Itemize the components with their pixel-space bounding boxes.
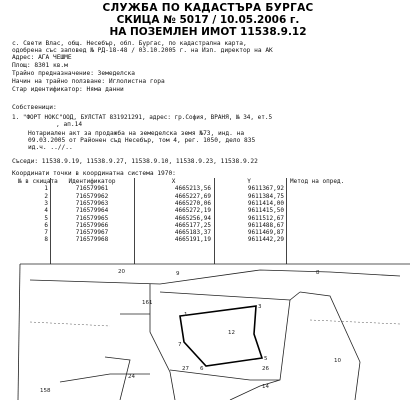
deed-line-2: 09.03.2005 от Районен съд Несебър, том 4, рег. 1050, дело 835	[28, 137, 256, 144]
cell-number: 8	[44, 236, 48, 244]
parcel-map	[0, 262, 416, 400]
target-parcel-outline	[180, 306, 262, 366]
table-row	[18, 229, 410, 236]
col-header-method: Метод на опред.	[290, 178, 345, 185]
property-id-title: НА ПОЗЕМЛЕН ИМОТ 11538.9.12	[109, 26, 307, 38]
parcel-label: 27	[182, 366, 189, 372]
cell-number: 7	[44, 229, 48, 237]
neighbors-line: Съседи: 11538.9.19, 11538.9.27, 11538.9.10, 11538.9.23, 11538.9.22	[12, 158, 258, 165]
cell-x: 4665270,06	[174, 199, 211, 207]
cell-identifier: 716579965	[75, 214, 109, 222]
point-label: 1	[184, 312, 188, 318]
cell-identifier: 716579963	[75, 199, 109, 207]
cell-x: 4665183,37	[174, 229, 211, 237]
address-line: Адрес: АГА ЧЕШМЕ	[12, 54, 72, 61]
parcel-label: 12	[228, 330, 235, 336]
col-header-identifier: Идентификатор	[68, 178, 116, 185]
cell-identifier: 716579967	[75, 229, 109, 237]
table-row	[18, 236, 410, 243]
cell-identifier: 716579968	[75, 236, 109, 244]
cell-number: 4	[44, 207, 48, 215]
point-label: 7	[178, 342, 182, 348]
owners-heading: Собственици:	[12, 104, 57, 111]
point-label: 3	[258, 304, 262, 310]
cell-identifier: 716579961	[75, 185, 109, 193]
cell-y: 9611442,29	[247, 236, 284, 244]
old-id-line: Стар идентификатор: Няма данни	[12, 86, 124, 93]
cell-y: 9611415,50	[247, 207, 284, 215]
parcel-label: 158	[40, 388, 51, 394]
table-row	[18, 207, 410, 214]
cell-x: 4665272,19	[174, 207, 211, 215]
cell-x: 4665227,69	[174, 192, 211, 200]
cell-x: 4665191,19	[174, 236, 211, 244]
purpose-line: Трайно предназначение: Земеделска	[12, 70, 135, 77]
table-row	[18, 193, 410, 200]
area-line: Площ: 8301 кв.м	[12, 62, 68, 69]
usage-line: Начин на трайно ползване: Иглолистна гора	[12, 78, 165, 85]
parcel-label: 14	[262, 384, 269, 390]
parcel-label: 26	[262, 366, 269, 372]
table-row	[18, 222, 410, 229]
cell-y: 9611414,00	[247, 199, 284, 207]
coords-title: Координати точки в координатна система 1970:	[12, 170, 176, 177]
cell-number: 6	[44, 221, 48, 229]
cell-y: 9611488,67	[247, 221, 284, 229]
cell-y: 9611384,75	[247, 192, 284, 200]
parcel-label: 10	[334, 358, 341, 364]
location-line: с. Свети Влас, общ. Несебър, обл. Бургас, по кадастрална карта,	[12, 40, 247, 47]
cell-y: 9611512,67	[247, 214, 284, 222]
deed-line-1: Нотариален акт за продажба на земеделска земя №73, инд. на	[28, 130, 245, 137]
parcel-label: 24	[128, 374, 135, 380]
col-header-x: X	[171, 178, 176, 185]
col-header-y: Y	[247, 178, 251, 185]
sketch-number: СКИЦА № 5017 / 10.05.2006 г.	[116, 14, 300, 26]
deed-line-3: ид.ч. ..//..	[28, 144, 73, 151]
cell-x: 4665256,94	[174, 214, 211, 222]
cell-number: 5	[44, 214, 48, 222]
parcel-label: 8	[316, 270, 320, 276]
cell-x: 4665213,56	[174, 185, 211, 193]
col-header-number: № в скицата	[18, 178, 58, 185]
agency-title: СЛУЖБА ПО КАДАСТЪРА БУРГАС	[102, 2, 314, 14]
owner-line: 1. "ФОРТ НОКС"ООД, БУЛСТАТ 831921291, адрес: гр.София, ВРАНЯ, № 34, ет.5	[12, 114, 273, 121]
point-label: 6	[200, 366, 204, 372]
cell-x: 4665177,25	[174, 221, 211, 229]
cell-number: 3	[44, 199, 48, 207]
cell-number: 1	[44, 185, 48, 193]
cell-y: 9611469,87	[247, 229, 284, 237]
table-header-row	[18, 178, 410, 185]
cell-identifier: 716579966	[75, 221, 109, 229]
owner-line-cont: , ап.14	[56, 121, 83, 128]
parcel-label: 20	[118, 269, 125, 275]
cell-identifier: 716579964	[75, 207, 109, 215]
table-row	[18, 215, 410, 222]
parcel-label: 9	[176, 271, 180, 277]
cell-number: 2	[44, 192, 48, 200]
cell-identifier: 716579962	[75, 192, 109, 200]
approval-line: одобрена със заповед № РД-18-48 / 03.10.2005 г. на Изп. директор на АК	[12, 47, 273, 54]
point-label: 5	[264, 356, 268, 362]
parcel-label: 161	[142, 300, 153, 306]
cell-y: 9611367,92	[247, 185, 284, 193]
table-row	[18, 200, 410, 207]
table-row	[18, 185, 410, 192]
parcel-map-drawing	[0, 262, 416, 400]
